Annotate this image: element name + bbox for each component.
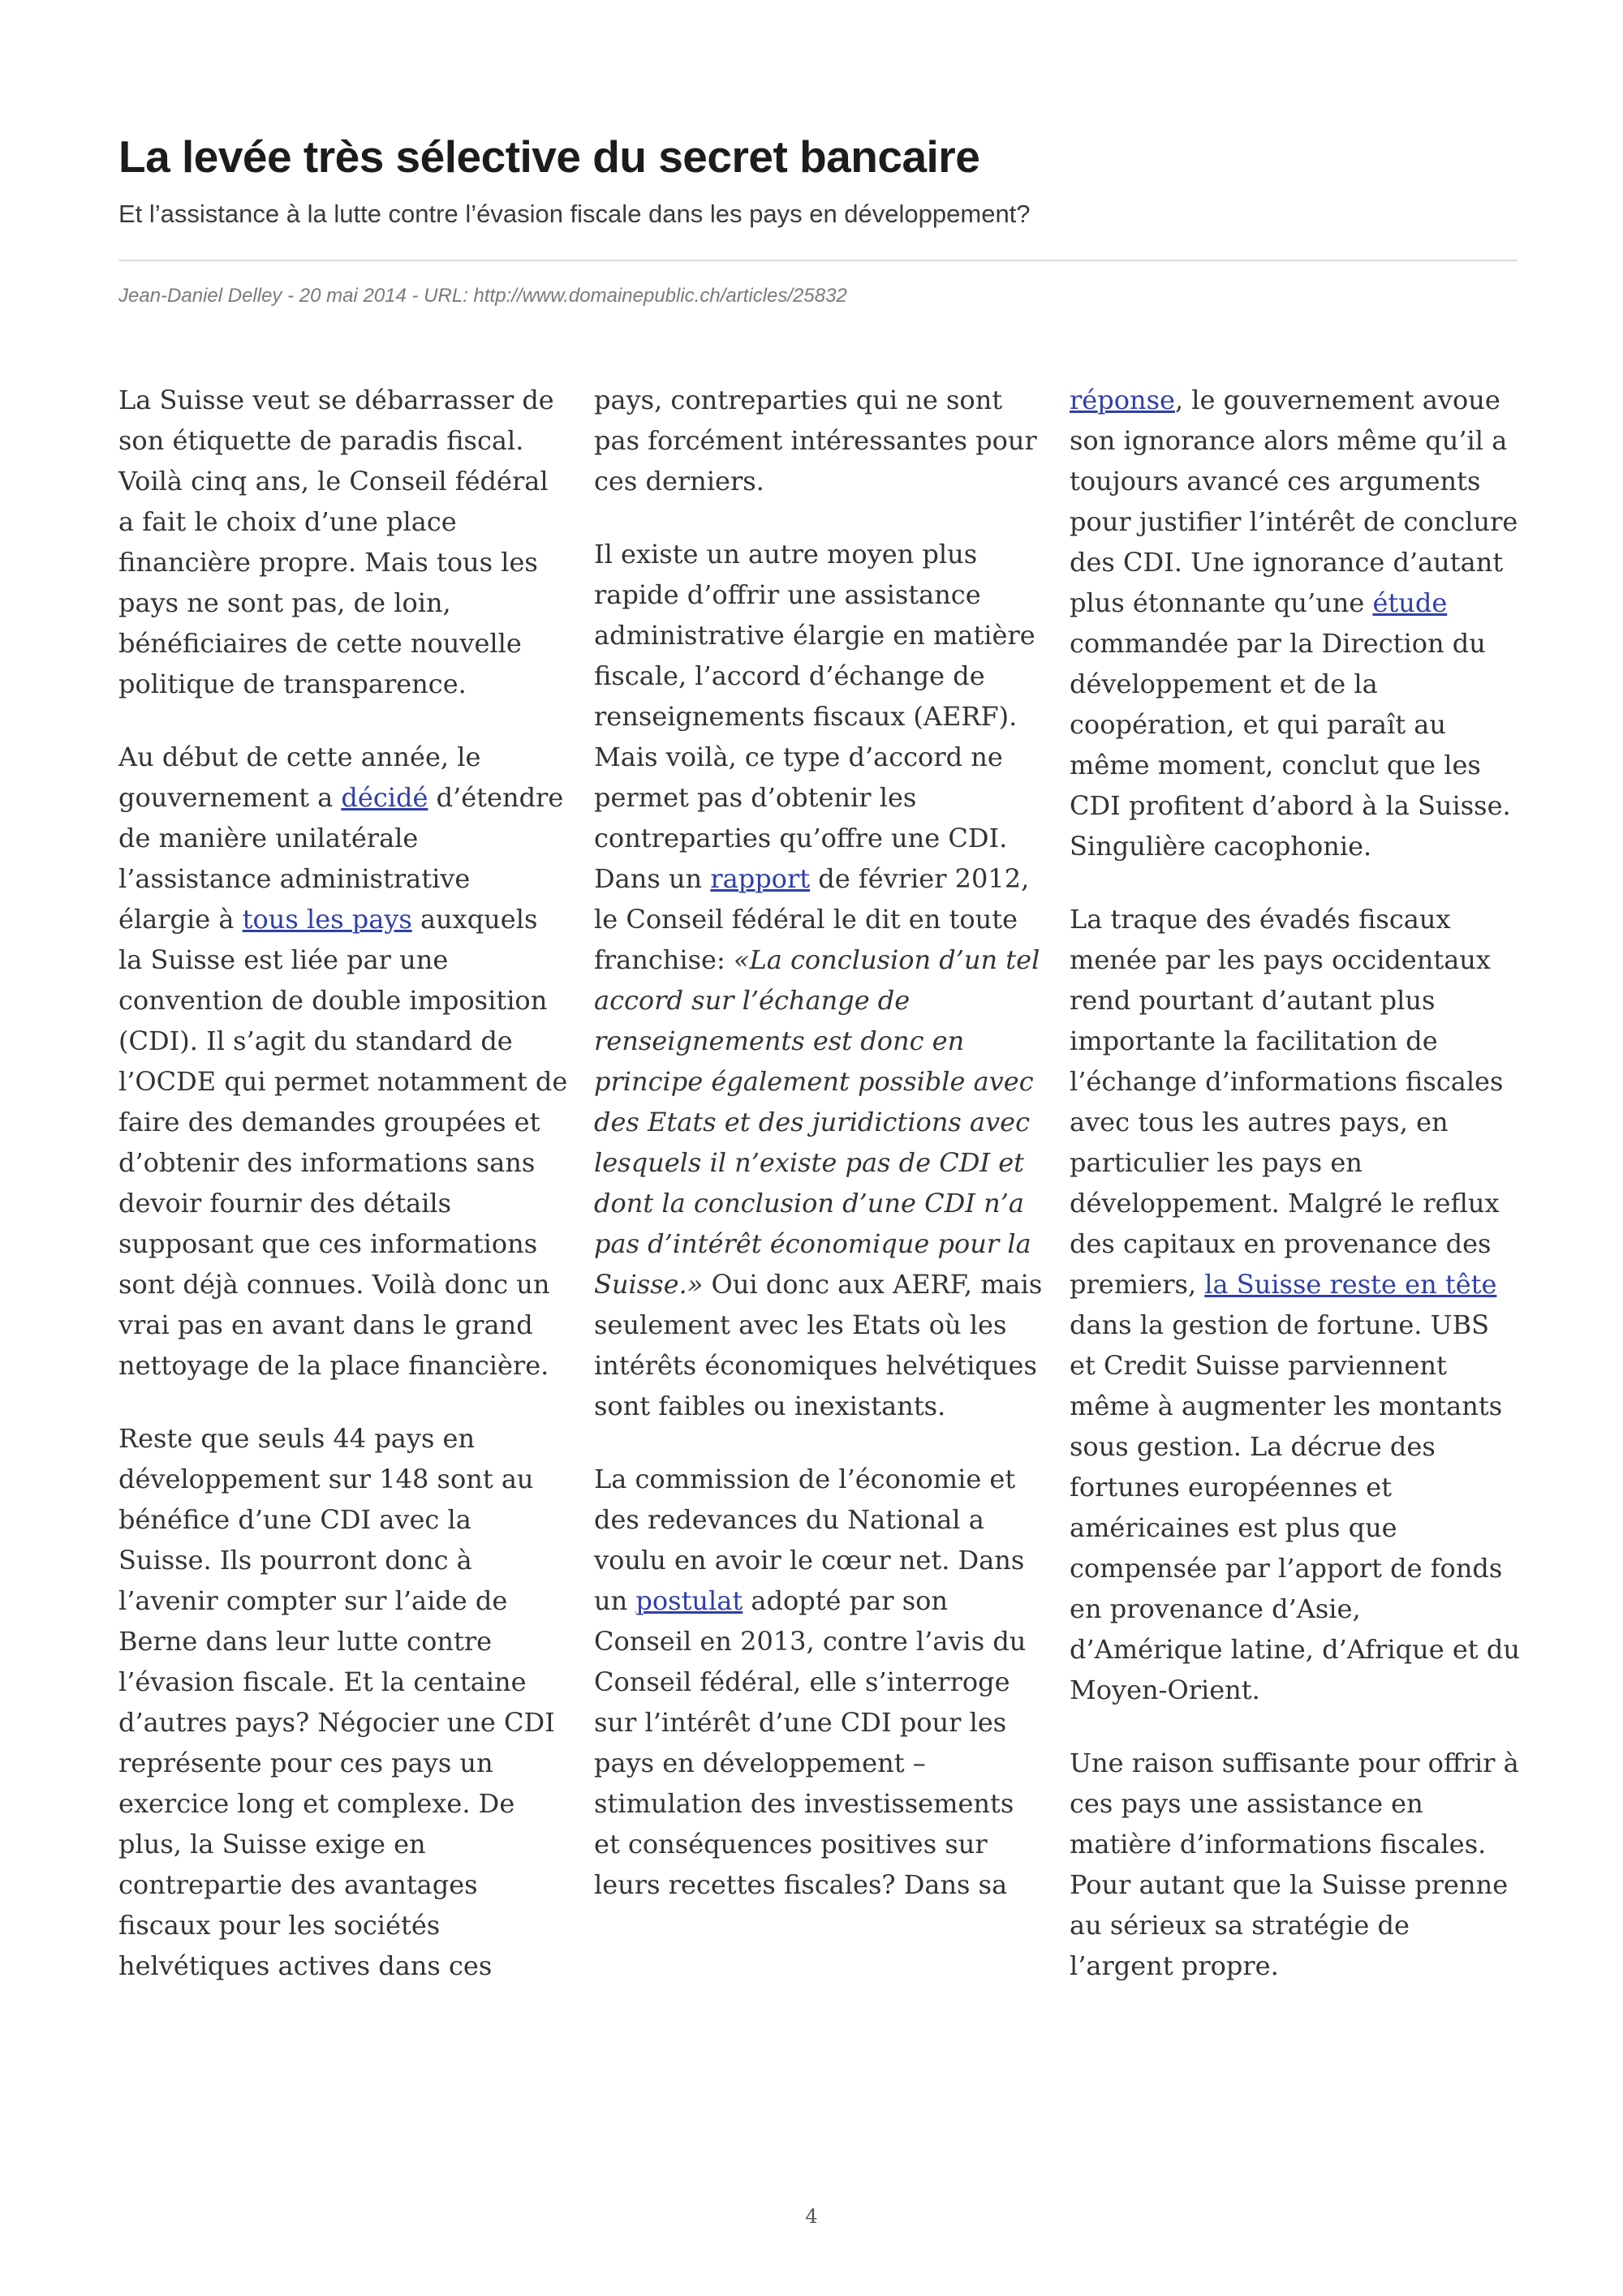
link-etude[interactable]: étude (1372, 587, 1448, 618)
paragraph-text: , le gouvernement avoue son ignorance alors même qu’il a toujours avancé ces arguments pour justifier l’intérêt de conclure des CDI. Une ignorance d’autant plus étonnante qu’une (1070, 385, 1518, 618)
paragraph-text: Oui donc aux AERF, mais seulement avec les Etats où les intérêts économiques helvétiques sont faibles ou inexistants. (594, 1269, 1043, 1421)
paragraph-text: dans la gestion de fortune. UBS et Credit Suisse parviennent même à augmenter les montants sous gestion. La décrue des fortunes européennes et américaines est plus que compensée par l’apport de fonds en provenance d’Asie, d’Amérique latine, d’Afrique et du Moyen-Orient. (1070, 1309, 1520, 1705)
link-reponse[interactable]: réponse (1070, 385, 1175, 415)
paragraph (594, 534, 1044, 1426)
paragraph-text: auxquels la Suisse est liée par une convention de double imposition (CDI). Il s’agit du standard de l’OCDE qui permet notamment de faire des demandes groupées et d’obtenir des informations sans devoir fournir des détails supposant que ces informations sont déjà connues. Voilà donc un vrai pas en avant dans le grand nettoyage de la place financière. (118, 904, 568, 1381)
paragraph: pays, contreparties qui ne sont pas forcément intéressantes pour ces derniers. (594, 385, 1037, 497)
paragraph-text: commandée par la Direction du développement et de la coopération, et qui paraît au même moment, conclut que les CDI profitent d’abord à la Suisse. Singulière cacophonie. (1070, 628, 1511, 862)
paragraph-text: Il existe un autre moyen plus rapide d’offrir une assistance administrative élargie en matière fiscale, l’accord d’échange de renseignements fiscaux (AERF). Mais voilà, ce type d’accord ne permet pas d’obtenir les contreparties qu’offre une CDI. Dans un (594, 539, 1035, 894)
paragraph (1070, 899, 1520, 1710)
paragraph: Une raison suffisante pour offrir à ces pays une assistance en matière d’informations fiscales. Pour autant que la Suisse prenne au sérieux sa stratégie de l’argent propre. (1070, 1748, 1519, 1981)
paragraph (118, 737, 569, 1386)
column-3 (1070, 380, 1520, 2019)
paragraph-text: de février 2012, le Conseil fédéral le dit en toute franchise: (594, 863, 1030, 975)
header-divider (118, 260, 1518, 261)
paragraph-text: Au début de cette année, le gouvernement a (118, 742, 481, 813)
page-number: 4 (805, 2205, 818, 2228)
article-subtitle: Et l’assistance à la lutte contre l’évasion fiscale dans les pays en développement? (118, 200, 1031, 228)
paragraph (1070, 380, 1520, 866)
quotation: «La conclusion d’un tel accord sur l’échange de renseignements est donc en principe également possible avec des Etats et des juridictions avec lesquels il n’existe pas de CDI et dont la conclusion d’une CDI n’a pas d’intérêt économique pour la Suisse.» (594, 944, 1040, 1300)
paragraph-text: La commission de l’économie et des redevances du National a voulu en avoir le cœur net. Dans un (594, 1464, 1025, 1616)
link-la-suisse-reste-en-tete[interactable]: la Suisse reste en tête (1204, 1269, 1497, 1300)
link-postulat[interactable]: postulat (635, 1585, 743, 1616)
paragraph-text: d’étendre de manière unilatérale l’assistance administrative élargie à (118, 782, 564, 935)
column-1 (118, 380, 569, 2019)
article-page (118, 128, 1520, 1981)
article-title: La levée très sélective du secret bancaire (118, 131, 980, 182)
paragraph (594, 1459, 1044, 1905)
link-decide[interactable]: décidé (341, 782, 428, 813)
column-2 (594, 380, 1044, 1937)
paragraph: Reste que seuls 44 pays en développement sur 148 sont au bénéfice d’une CDI avec la Suisse. Ils pourront donc à l’avenir compter sur l’aide de Berne dans leur lutte contre l’évasion fiscale. Et la centaine d’autres pays? Négocier une CDI représente pour ces pays un exercice long et complexe. De plus, la Suisse exige en contrepartie des avantages fiscaux pour les sociétés helvétiques actives dans ces (118, 1423, 555, 1981)
paragraph: La Suisse veut se débarrasser de son étiquette de paradis fiscal. Voilà cinq ans, le Conseil fédéral a fait le choix d’une place financière propre. Mais tous les pays ne sont pas, de loin, bénéficiaires de cette nouvelle politique de transparence. (118, 385, 554, 699)
article-meta: Jean-Daniel Delley - 20 mai 2014 - URL: http://www.domainepublic.ch/articles/25832 (118, 285, 847, 307)
paragraph-text: adopté par son Conseil en 2013, contre l’avis du Conseil fédéral, elle s’interroge sur l’intérêt d’une CDI pour les pays en développement – stimulation des investissements et conséquences positives sur leurs recettes fiscales? Dans sa (594, 1585, 1027, 1900)
link-rapport[interactable]: rapport (710, 863, 811, 894)
paragraph-text: La traque des évadés fiscaux menée par les pays occidentaux rend pourtant d’autant plus importante la facilitation de l’échange d’informations fiscales avec tous les autres pays, en particulier les pays en développement. Malgré le reflux des capitaux en provenance des premiers, (1070, 904, 1504, 1300)
link-tous-les-pays[interactable]: tous les pays (242, 904, 412, 935)
